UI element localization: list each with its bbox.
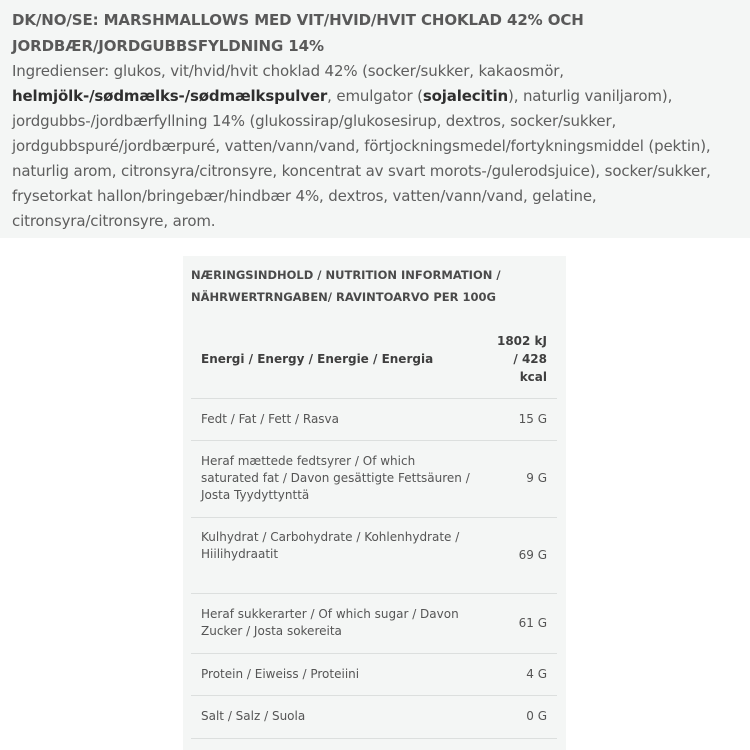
nutrient-value: 0 G <box>481 695 557 738</box>
ingredients-intro: Ingredienser: glukos, vit/hvid/hvit choklad 42% (socker/sukker, kakaosmör, <box>12 62 564 80</box>
nutrient-label <box>191 593 481 653</box>
table-row-energy <box>191 321 557 398</box>
product-title-line-2: JORDBÆR/JORDGUBBSFYLDNING 14% <box>12 37 324 55</box>
table-row-sugar <box>191 593 557 653</box>
ingredients-section <box>0 0 750 238</box>
table-row-carbohydrate <box>191 517 557 593</box>
nutrient-label <box>191 440 481 517</box>
nutrient-label: Salt / Salz / Suola <box>191 695 481 738</box>
allergen-soy: sojalecitin <box>422 87 508 105</box>
nutrient-value: 69 G <box>481 517 557 593</box>
nutrient-value <box>481 321 557 398</box>
nutrition-table <box>191 321 557 739</box>
product-title <box>12 7 750 59</box>
label-line: Kulhydrat / Carbohydrate / Kohlenhydrate / <box>201 529 460 544</box>
nutrient-value: 4 G <box>481 653 557 695</box>
nutrient-label: Energi / Energy / Energie / Energia <box>191 321 481 398</box>
nutrient-value: 15 G <box>481 398 557 440</box>
ingredients-emulsifier: , emulgator ( <box>327 87 423 105</box>
energy-kj: 1802 kJ <box>496 334 547 349</box>
label-line: saturated fat / Davon gesättigte Fettsäuren / <box>201 471 470 485</box>
label-line: Josta Tyydyttynttä <box>201 488 310 502</box>
table-row-salt <box>191 695 557 738</box>
energy-kcal-unit: kcal <box>519 370 547 385</box>
label-line: Zucker / Josta sokereita <box>201 624 342 638</box>
ingredients-text <box>12 59 750 234</box>
energy-kcal-number: / 428 <box>513 352 547 367</box>
table-row-saturated-fat <box>191 440 557 517</box>
product-title-line-1: DK/NO/SE: MARSHMALLOWS MED VIT/HVID/HVIT CHOKLAD 42% OCH <box>12 11 584 29</box>
nutrition-panel <box>183 256 566 750</box>
nutrition-heading-line-1: NÆRINGSINDHOLD / NUTRITION INFORMATION / <box>191 268 501 282</box>
table-row-fat <box>191 398 557 440</box>
nutrition-heading <box>191 264 551 308</box>
nutrient-label: Fedt / Fat / Fett / Rasva <box>191 398 481 440</box>
table-row-protein <box>191 653 557 695</box>
ingredients-rest: ), naturlig vaniljarom), jordgubbs-/jordbærfyllning 14% (glukossirap/glukosesirup, dextros, socker/sukker, jordgubbspuré/jordbærpuré, vatten/vann/vand, förtjockningsmedel/fortykningsmiddel (pektin), naturlig arom, citronsyra/citronsyre, koncentrat av svart morots-/gulerodsjuice), socker/sukker, frysetorkat hallon/bringebær/hindbær 4%, dextros, vatten/vann/vand, gelatine, citronsyra/citronsyre, arom. <box>12 87 711 230</box>
nutrient-value: 61 G <box>481 593 557 653</box>
label-line: Hiilihydraatit <box>201 546 279 561</box>
label-line: Heraf mættede fedtsyrer / Of which <box>201 454 416 468</box>
nutrition-heading-line-2: NÄHRWERTRNGABEN/ RAVINTOARVO PER 100G <box>191 290 496 304</box>
allergen-milk: helmjölk-/sødmælks-/sødmælkspulver <box>12 87 328 105</box>
nutrient-value: 9 G <box>481 440 557 517</box>
label-line: Heraf sukkerarter / Of which sugar / Davon <box>201 607 459 621</box>
nutrient-label <box>191 517 481 593</box>
nutrient-label: Protein / Eiweiss / Proteiini <box>191 653 481 695</box>
